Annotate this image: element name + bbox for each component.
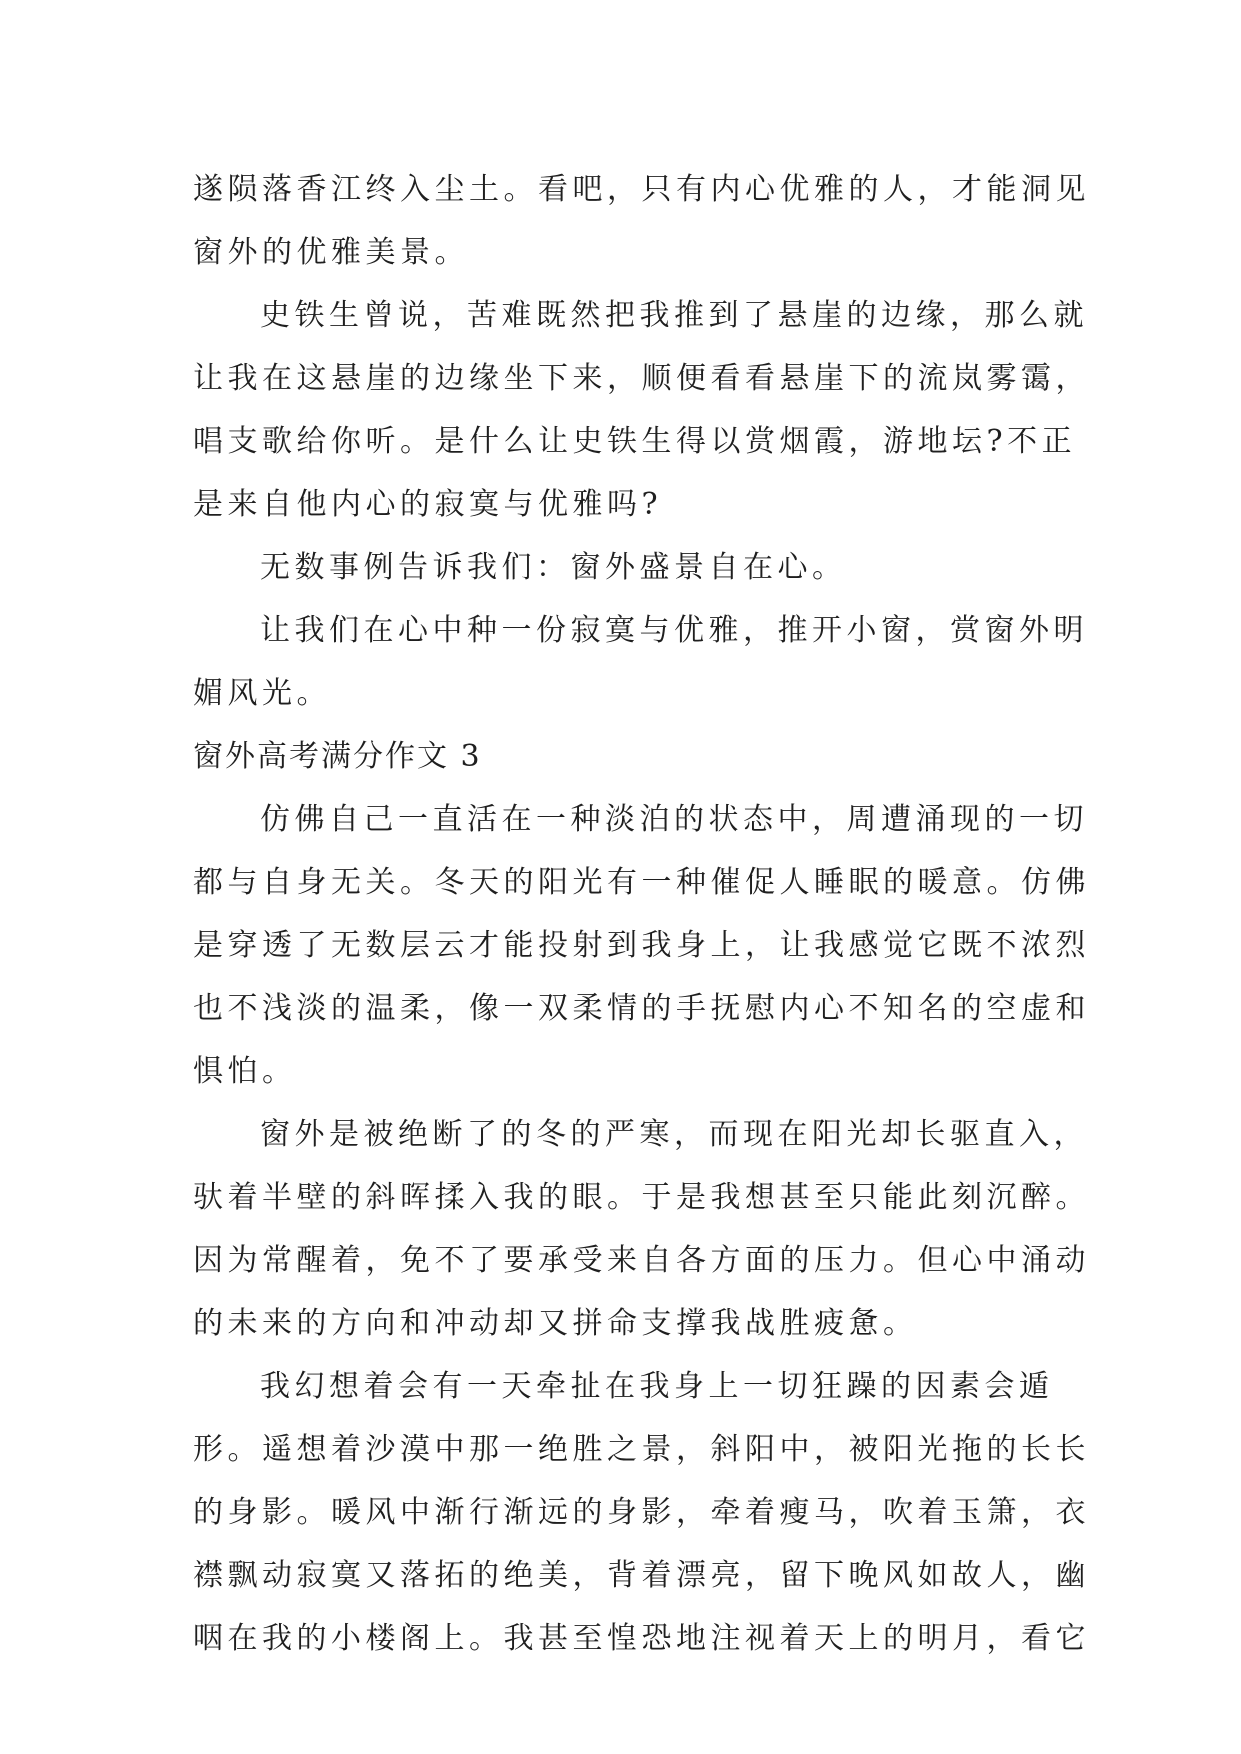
text-line: 惧怕。 <box>193 1054 297 1089</box>
text-line: 遂陨落香江终入尘土。看吧，只有内心优雅的人，才能洞见 <box>193 172 1090 207</box>
text-line: 是来自他内心的寂寞与优雅吗? <box>193 487 663 522</box>
text-line: 都与自身无关。冬天的阳光有一种催促人睡眠的暖意。仿佛 <box>193 865 1090 900</box>
text-line: 的未来的方向和冲动却又拼命支撑我战胜疲惫。 <box>193 1306 918 1341</box>
text-line: 形。遥想着沙漠中那一绝胜之景，斜阳中，被阳光拖的长长 <box>193 1432 1090 1467</box>
text-line: 媚风光。 <box>193 676 331 711</box>
text-line: 咽在我的小楼阁上。我甚至惶恐地注视着天上的明月，看它 <box>193 1621 1090 1656</box>
text-line: 是穿透了无数层云才能投射到我身上，让我感觉它既不浓烈 <box>193 928 1090 963</box>
text-line: 襟飘动寂寞又落拓的绝美，背着漂亮，留下晚风如故人，幽 <box>193 1558 1090 1593</box>
text-line: 因为常醒着，免不了要承受来自各方面的压力。但心中涌动 <box>193 1243 1090 1278</box>
document-body <box>193 158 1090 1670</box>
text-line: 窗外是被绝断了的冬的严寒，而现在阳光却长驱直入， <box>260 1117 1088 1152</box>
text-line: 让我在这悬崖的边缘坐下来，顺便看看悬崖下的流岚雾霭， <box>193 361 1090 396</box>
text-line: 也不浅淡的温柔，像一双柔情的手抚慰内心不知名的空虚和 <box>193 991 1090 1026</box>
text-line: 窗外的优雅美景。 <box>193 235 469 270</box>
text-line: 让我们在心中种一份寂寞与优雅，推开小窗，赏窗外明 <box>260 613 1088 648</box>
text-line: 我幻想着会有一天牵扯在我身上一切狂躁的因素会遁 <box>260 1369 1054 1404</box>
section-heading: 窗外高考满分作文 3 <box>193 739 482 774</box>
text-line: 仿佛自己一直活在一种淡泊的状态中，周遭涌现的一切 <box>260 802 1088 837</box>
text-line: 唱支歌给你听。是什么让史铁生得以赏烟霞，游地坛?不正 <box>193 424 1077 459</box>
text-line: 史铁生曾说，苦难既然把我推到了悬崖的边缘，那么就 <box>260 298 1088 333</box>
text-line: 驮着半壁的斜晖揉入我的眼。于是我想甚至只能此刻沉醉。 <box>193 1180 1090 1215</box>
text-line: 无数事例告诉我们：窗外盛景自在心。 <box>260 550 847 585</box>
text-line: 的身影。暖风中渐行渐远的身影，牵着瘦马，吹着玉箫，衣 <box>193 1495 1090 1530</box>
